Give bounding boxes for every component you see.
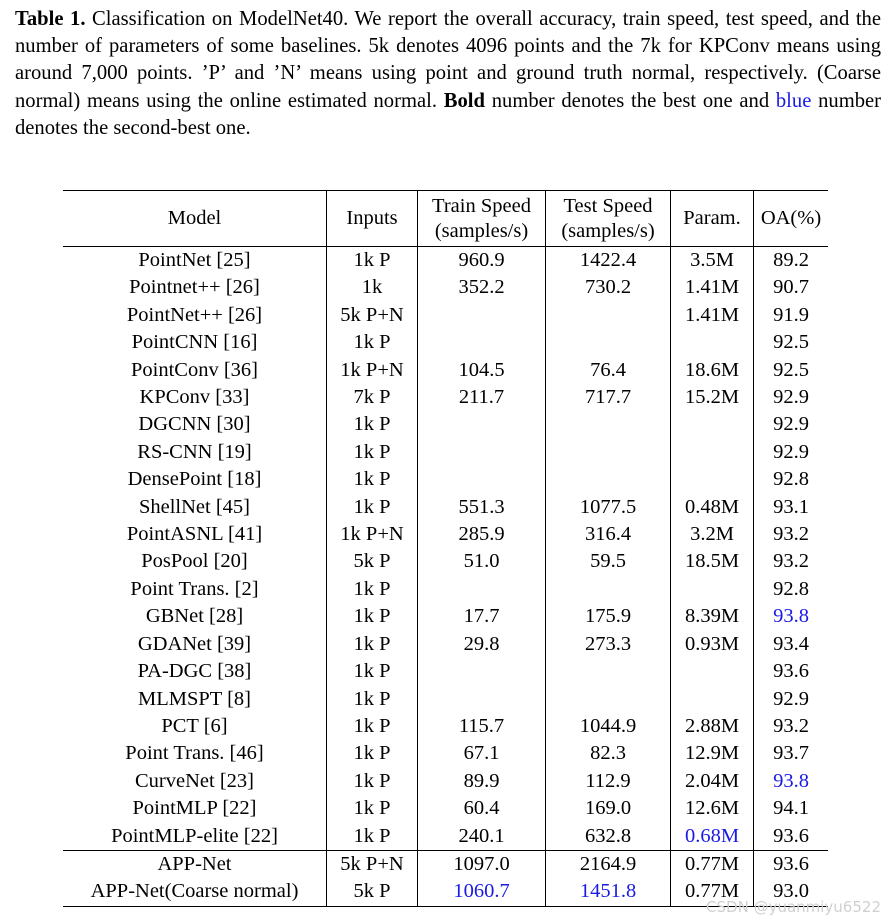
table-row (63, 658, 828, 685)
cell-param: 3.2M (671, 521, 754, 548)
cell-model: RS-CNN [19] (137, 440, 252, 463)
watermark: CSDN @yuanmiyu6522 (706, 898, 881, 916)
cell-param: 3.5M (671, 247, 754, 275)
table-row (63, 740, 828, 767)
cell-model: GDANet [39] (137, 632, 252, 655)
cell-inputs: 1k P (327, 439, 418, 466)
cell-oa: 91.9 (754, 302, 829, 329)
cell-oa: 90.7 (754, 274, 829, 301)
cell-param (671, 576, 754, 603)
cell-inputs: 1k P (327, 247, 418, 275)
cell-test: 1451.8 (546, 878, 671, 906)
cell-inputs: 1k P (327, 740, 418, 767)
cell-oa: 93.2 (754, 548, 829, 575)
results-table (63, 190, 828, 907)
cell-inputs: 1k P (327, 576, 418, 603)
caption-blue-word: blue (775, 89, 812, 112)
cell-model: KPConv [33] (139, 386, 250, 409)
cell-train: 67.1 (418, 740, 546, 767)
cell-model: PointMLP [22] (132, 797, 257, 820)
cell-test (546, 411, 671, 438)
cell-oa: 92.9 (754, 439, 829, 466)
cell-model: PointConv [36] (131, 358, 258, 381)
table-row (63, 576, 828, 603)
cell-train (418, 658, 546, 685)
table-row (63, 329, 828, 356)
cell-train (418, 466, 546, 493)
cell-test (546, 658, 671, 685)
table-row (63, 521, 828, 548)
cell-train: 17.7 (418, 603, 546, 630)
cell-oa: 92.5 (754, 329, 829, 356)
cell-test: 175.9 (546, 603, 671, 630)
table-row (63, 439, 828, 466)
cell-test: 1077.5 (546, 494, 671, 521)
cell-inputs: 1k P (327, 329, 418, 356)
cell-test: 82.3 (546, 740, 671, 767)
cell-train (418, 439, 546, 466)
table-row (63, 768, 828, 795)
cell-param: 0.93M (671, 631, 754, 658)
cell-model: PCT [6] (161, 714, 228, 737)
cell-model: PointCNN [16] (131, 331, 258, 354)
cell-test: 316.4 (546, 521, 671, 548)
cell-inputs: 5k P+N (327, 850, 418, 878)
header-row (63, 191, 828, 247)
cell-train: 211.7 (418, 384, 546, 411)
cell-oa: 93.4 (754, 631, 829, 658)
caption-text-3: number denotes the second-best one. (15, 89, 882, 139)
cell-inputs: 1k P (327, 713, 418, 740)
table-row (63, 795, 828, 822)
cell-model: Point Trans. [46] (125, 742, 264, 765)
cell-param: 0.48M (671, 494, 754, 521)
cell-inputs: 5k P (327, 548, 418, 575)
cell-train: 29.8 (418, 631, 546, 658)
table-row (63, 631, 828, 658)
cell-test: 1422.4 (546, 247, 671, 275)
cell-test (546, 466, 671, 493)
cell-oa: 94.1 (754, 795, 829, 822)
cell-param (671, 686, 754, 713)
cell-train: 285.9 (418, 521, 546, 548)
cell-param (671, 466, 754, 493)
cell-model: MLMSPT [8] (138, 687, 251, 710)
cell-param: 2.04M (671, 768, 754, 795)
cell-model: GBNet [28] (145, 605, 244, 628)
table-row (63, 384, 828, 411)
table-row (63, 713, 828, 740)
cell-train: 960.9 (418, 247, 546, 275)
cell-test: 76.4 (546, 357, 671, 384)
cell-model: Pointnet++ [26] (129, 276, 260, 299)
cell-test (546, 576, 671, 603)
table-row (63, 466, 828, 493)
cell-model: APP-Net (63, 850, 327, 878)
cell-inputs: 5k P (327, 878, 418, 906)
cell-oa: 89.2 (754, 247, 829, 275)
cell-param: 0.68M (671, 823, 754, 851)
cell-test: 59.5 (546, 548, 671, 575)
cell-oa: 93.6 (754, 850, 829, 878)
cell-param: 12.9M (671, 740, 754, 767)
cell-oa: 92.8 (754, 576, 829, 603)
table-body (63, 247, 828, 907)
cell-param: 18.6M (671, 357, 754, 384)
cell-model: PointASNL [41] (126, 523, 263, 546)
cell-test: 730.2 (546, 274, 671, 301)
cell-model: Point Trans. [2] (130, 577, 259, 600)
cell-model: PointNet [25] (138, 249, 251, 271)
cell-inputs: 1k P (327, 768, 418, 795)
cell-model: CurveNet [23] (135, 769, 254, 792)
cell-inputs: 1k P (327, 603, 418, 630)
cell-train (418, 302, 546, 329)
cell-test: 1044.9 (546, 713, 671, 740)
cell-test: 169.0 (546, 795, 671, 822)
cell-model: DensePoint [18] (127, 468, 262, 491)
table-row (63, 357, 828, 384)
cell-model: PosPool [20] (141, 550, 248, 573)
cell-train: 352.2 (418, 274, 546, 301)
table-row (63, 247, 828, 275)
cell-train: 240.1 (418, 823, 546, 851)
cell-oa: 92.8 (754, 466, 829, 493)
cell-test: 112.9 (546, 768, 671, 795)
cell-train: 1060.7 (418, 878, 546, 906)
cell-model: DGCNN [30] (138, 413, 251, 436)
cell-test: 273.3 (546, 631, 671, 658)
cell-oa: 92.5 (754, 357, 829, 384)
cell-oa: 93.0 (754, 878, 829, 906)
table-row (63, 823, 828, 851)
cell-model: PointNet++ [26] (126, 303, 263, 326)
cell-param: 8.39M (671, 603, 754, 630)
table-row (63, 411, 828, 438)
cell-param: 1.41M (671, 274, 754, 301)
caption-text-2: number denotes the best one and (484, 89, 776, 112)
caption-label: Table 1. (15, 8, 86, 30)
table-row (63, 603, 828, 630)
cell-inputs: 1k P (327, 494, 418, 521)
cell-oa: 93.8 (754, 768, 829, 795)
cell-inputs: 1k P (327, 411, 418, 438)
cell-train: 1097.0 (418, 850, 546, 878)
cell-test: 2164.9 (546, 850, 671, 878)
cell-inputs: 1k P+N (327, 357, 418, 384)
table-row (63, 850, 828, 878)
cell-test (546, 686, 671, 713)
cell-train (418, 411, 546, 438)
cell-oa: 92.9 (754, 411, 829, 438)
cell-oa: 93.2 (754, 521, 829, 548)
cell-param (671, 658, 754, 685)
cell-inputs: 1k (327, 274, 418, 301)
cell-inputs: 1k P (327, 795, 418, 822)
cell-oa: 93.8 (754, 603, 829, 630)
cell-inputs: 7k P (327, 384, 418, 411)
header-inputs: Inputs (327, 191, 418, 247)
cell-param: 18.5M (671, 548, 754, 575)
table-row (63, 548, 828, 575)
caption-text-1: Classification on ModelNet40. We report the overall accuracy, train speed, test speed, and the number of parameters of some baselines. 5k denotes 4096 points and the 7k for KPConv means using around 7,000 points. ’P’ and ’N’ means using point and ground truth normal, respectively. (Coarse normal) means using the online estimated normal. (15, 8, 881, 112)
cell-param (671, 439, 754, 466)
cell-test (546, 329, 671, 356)
cell-inputs: 1k P+N (327, 521, 418, 548)
cell-model: PointMLP-elite [22] (111, 824, 278, 847)
cell-model: ShellNet [45] (138, 495, 251, 518)
cell-model: APP-Net(Coarse normal) (63, 878, 327, 906)
cell-param: 0.77M (671, 878, 754, 906)
cell-param: 15.2M (671, 384, 754, 411)
cell-inputs: 1k P (327, 466, 418, 493)
cell-model: PA-DGC [38] (137, 660, 252, 683)
table-row (63, 302, 828, 329)
cell-test (546, 439, 671, 466)
header-train-speed: Train Speed (samples/s) (418, 191, 546, 247)
cell-test: 717.7 (546, 384, 671, 411)
cell-oa: 93.1 (754, 494, 829, 521)
cell-inputs: 1k P (327, 658, 418, 685)
cell-param: 1.41M (671, 302, 754, 329)
header-param: Param. (671, 191, 754, 247)
cell-param: 2.88M (671, 713, 754, 740)
table-caption (15, 6, 881, 142)
cell-train (418, 576, 546, 603)
cell-inputs: 1k P (327, 686, 418, 713)
cell-train (418, 329, 546, 356)
table-row (63, 686, 828, 713)
cell-train (418, 686, 546, 713)
header-oa: OA(%) (754, 191, 829, 247)
cell-test (546, 302, 671, 329)
cell-train: 89.9 (418, 768, 546, 795)
cell-oa: 93.2 (754, 713, 829, 740)
cell-param (671, 329, 754, 356)
cell-oa: 92.9 (754, 384, 829, 411)
header-model: Model (63, 191, 327, 247)
cell-param (671, 411, 754, 438)
cell-inputs: 1k P (327, 631, 418, 658)
cell-inputs: 5k P+N (327, 302, 418, 329)
table-row (63, 274, 828, 301)
cell-train: 104.5 (418, 357, 546, 384)
cell-param: 0.77M (671, 850, 754, 878)
cell-test: 632.8 (546, 823, 671, 851)
table-row (63, 494, 828, 521)
cell-inputs: 1k P (327, 823, 418, 851)
cell-oa: 93.7 (754, 740, 829, 767)
cell-train: 51.0 (418, 548, 546, 575)
caption-bold-word: Bold (443, 89, 485, 112)
cell-train: 551.3 (418, 494, 546, 521)
cell-oa: 93.6 (754, 658, 829, 685)
cell-oa: 92.9 (754, 686, 829, 713)
cell-param: 12.6M (671, 795, 754, 822)
cell-oa: 93.6 (754, 823, 829, 851)
cell-train: 60.4 (418, 795, 546, 822)
header-test-speed: Test Speed (samples/s) (546, 191, 671, 247)
cell-train: 115.7 (418, 713, 546, 740)
